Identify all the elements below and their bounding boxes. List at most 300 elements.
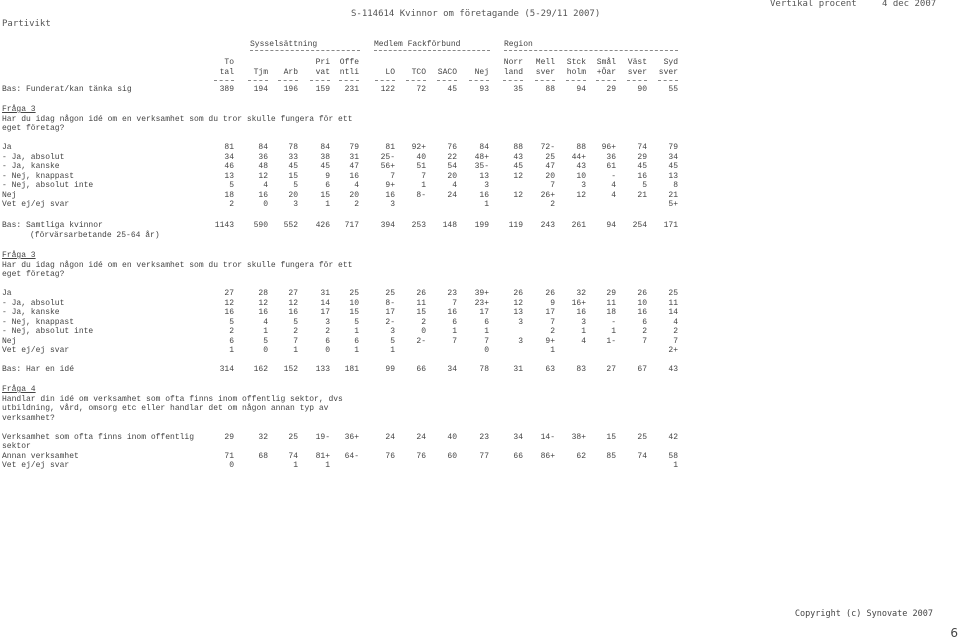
- column-rule: [469, 80, 489, 81]
- cell-value: 86+: [540, 451, 555, 461]
- group-region: Region: [504, 40, 533, 49]
- cell-value: 25: [545, 152, 555, 162]
- cell-value: 32: [576, 289, 586, 298]
- cell-value: 74: [288, 451, 298, 461]
- cell-value: 3: [581, 317, 586, 327]
- cell-value: 6: [642, 317, 647, 327]
- cell-value: 31: [349, 152, 359, 162]
- question-text: Har du idag någon idé om en verksamhet som du tror skulle fungera för ett: [2, 114, 353, 124]
- group-rule: [374, 50, 490, 51]
- base-value: 35: [513, 85, 523, 94]
- cell-value: 16: [258, 308, 268, 317]
- cell-value: 25: [349, 289, 359, 298]
- cell-value: 2: [550, 327, 555, 336]
- base-value: 78: [479, 365, 489, 374]
- column-header: LO: [385, 68, 395, 77]
- base-value: 55: [668, 85, 678, 94]
- base-value: 99: [385, 365, 395, 374]
- column-rule: [406, 80, 426, 81]
- cell-value: 81: [224, 143, 234, 152]
- cell-value: 16: [479, 190, 489, 200]
- cell-value: 1: [581, 327, 586, 336]
- column-header: +Öar: [596, 68, 616, 77]
- cell-value: 4: [263, 317, 268, 327]
- cell-value: 21: [668, 190, 678, 200]
- column-rule: [310, 80, 330, 81]
- cell-value: 1: [325, 461, 330, 470]
- cell-value: 2-: [385, 317, 395, 327]
- cell-value: 66: [513, 451, 523, 461]
- base-value: 88: [545, 85, 555, 94]
- cell-value: 9: [325, 171, 330, 181]
- cell-value: 12: [258, 171, 268, 181]
- cell-value: 5: [293, 181, 298, 190]
- cell-value: 74: [637, 451, 647, 461]
- column-header: vat: [315, 68, 330, 77]
- column-header-top: Pri: [315, 58, 330, 67]
- cell-value: 84: [258, 143, 268, 152]
- question-id: Fråga 3: [2, 251, 36, 260]
- cell-value: 1: [452, 327, 457, 336]
- column-header: Arb: [283, 68, 298, 77]
- question-id: Fråga 4: [2, 385, 36, 394]
- cell-value: 0: [263, 346, 268, 355]
- cell-value: 21: [637, 190, 647, 200]
- column-header: SACO: [437, 68, 457, 77]
- cell-value: 1: [293, 346, 298, 355]
- cell-value: 3: [581, 181, 586, 190]
- cell-value: 14: [668, 308, 678, 317]
- cell-value: 2+: [668, 346, 678, 355]
- cell-value: 7: [421, 171, 426, 181]
- base-label: Bas: Funderat/kan tänka sig: [2, 85, 132, 94]
- cell-value: 4: [611, 190, 616, 200]
- base-value: 133: [315, 365, 330, 374]
- cell-value: 25-: [380, 152, 395, 162]
- cell-value: 13: [479, 171, 489, 181]
- cell-value: 7: [550, 317, 555, 327]
- column-rule: [339, 80, 359, 81]
- base-value: 45: [447, 85, 457, 94]
- cell-value: 39+: [474, 289, 489, 298]
- cell-value: 12: [258, 298, 268, 308]
- row-label: Annan verksamhet: [2, 451, 79, 461]
- column-rule: [437, 80, 457, 81]
- question-text: Har du idag någon idé om en verksamhet som du tror skulle fungera för ett: [2, 260, 353, 270]
- cell-value: 23: [447, 289, 457, 298]
- cell-value: 29: [606, 289, 616, 298]
- cell-value: 5: [263, 336, 268, 346]
- cell-value: 1: [421, 181, 426, 190]
- base-value: 426: [315, 221, 330, 230]
- cell-value: 16: [576, 308, 586, 317]
- cell-value: 88: [576, 143, 586, 152]
- cell-value: 48: [258, 162, 268, 171]
- column-header-top: Smål: [596, 58, 616, 67]
- cell-value: 2: [293, 327, 298, 336]
- cell-value: 12: [513, 171, 523, 181]
- cell-value: 5: [229, 317, 234, 327]
- cell-value: 1: [325, 200, 330, 209]
- cell-value: 92+: [411, 143, 426, 152]
- cell-value: 45: [637, 162, 647, 171]
- cell-value: 25: [288, 432, 298, 442]
- cell-value: 3: [390, 327, 395, 336]
- cell-value: 43: [513, 152, 523, 162]
- cell-value: 16: [288, 308, 298, 317]
- cell-value: 16: [637, 308, 647, 317]
- base-value: 94: [606, 221, 616, 230]
- base-value: 171: [663, 221, 678, 230]
- cell-value: 34: [224, 152, 234, 162]
- cell-value: 5: [354, 317, 359, 327]
- cell-value: 6: [484, 317, 489, 327]
- column-rule: [566, 80, 586, 81]
- cell-value: 4: [452, 181, 457, 190]
- cell-value: 15: [320, 190, 330, 200]
- cell-value: 51: [416, 162, 426, 171]
- cell-value: 26: [545, 289, 555, 298]
- cell-value: 7: [673, 336, 678, 346]
- base-value: 31: [513, 365, 523, 374]
- cell-value: 20: [447, 171, 457, 181]
- cell-value: 45: [320, 162, 330, 171]
- cell-value: 27: [224, 289, 234, 298]
- cell-value: 12: [513, 298, 523, 308]
- base-value: 254: [632, 221, 647, 230]
- cell-value: 17: [385, 308, 395, 317]
- cell-value: 6: [325, 336, 330, 346]
- base-value: 1143: [214, 221, 234, 230]
- cell-value: 84: [479, 143, 489, 152]
- cell-value: 31: [320, 289, 330, 298]
- cell-value: 7: [390, 171, 395, 181]
- row-label: Vet ej/ej svar: [2, 461, 70, 470]
- base-value: 34: [447, 365, 457, 374]
- row-label: - Nej, knappast: [2, 317, 75, 327]
- cell-value: 17: [545, 308, 555, 317]
- cell-value: 1: [229, 346, 234, 355]
- cell-value: 15: [606, 432, 616, 442]
- row-label: Ja: [2, 143, 12, 152]
- column-header: tal: [219, 68, 234, 77]
- cell-value: 2: [550, 200, 555, 209]
- cell-value: 79: [349, 143, 359, 152]
- cell-value: 2: [673, 327, 678, 336]
- study-title: S-114614 Kvinnor om företagande (5-29/11 2007): [351, 9, 601, 19]
- base-value: 90: [637, 85, 647, 94]
- cell-value: 62: [576, 451, 586, 461]
- cell-value: 25: [385, 289, 395, 298]
- base-value: 199: [474, 221, 489, 230]
- cell-value: 76: [416, 451, 426, 461]
- cell-value: -: [611, 171, 616, 181]
- base-value: 72: [416, 85, 426, 94]
- column-header: Nej: [474, 68, 489, 77]
- cell-value: 34: [513, 432, 523, 442]
- base-value: 27: [606, 365, 616, 374]
- cell-value: 7: [642, 336, 647, 346]
- base-value: 119: [508, 221, 523, 230]
- base-value: 43: [668, 365, 678, 374]
- column-header-top: Syd: [663, 58, 678, 67]
- column-header: sver: [627, 68, 647, 77]
- column-header-top: Offe: [339, 58, 359, 67]
- column-header-top: Norr: [503, 58, 523, 67]
- cell-value: 2: [325, 327, 330, 336]
- cell-value: 74: [637, 143, 647, 152]
- group-fack: Medlem Fackförbund: [374, 40, 461, 49]
- cell-value: 18: [224, 190, 234, 200]
- base-value: 159: [315, 85, 330, 94]
- cell-value: 43: [576, 162, 586, 171]
- row-label: Vet ej/ej svar: [2, 346, 70, 355]
- row-label: - Nej, knappast: [2, 171, 75, 181]
- cell-value: 3: [518, 336, 523, 346]
- cell-value: 3: [518, 317, 523, 327]
- base-value: 314: [219, 365, 234, 374]
- row-label: Vet ej/ej svar: [2, 200, 70, 209]
- question-id: Fråga 3: [2, 105, 36, 114]
- cell-value: 17: [479, 308, 489, 317]
- base-value: 194: [253, 85, 268, 94]
- cell-value: 3: [484, 181, 489, 190]
- copyright: Copyright (c) Synovate 2007: [794, 609, 933, 619]
- cell-value: 1-: [606, 336, 616, 346]
- cell-value: 24: [385, 432, 395, 442]
- cell-value: 1: [263, 327, 268, 336]
- cell-value: 78: [288, 143, 298, 152]
- cell-value: 24: [447, 190, 457, 200]
- cell-value: 10: [637, 298, 647, 308]
- cell-value: 8-: [416, 190, 426, 200]
- cell-value: 26: [637, 289, 647, 298]
- cell-value: 3: [293, 200, 298, 209]
- cell-value: 13: [668, 171, 678, 181]
- cell-value: 15: [416, 308, 426, 317]
- cell-value: 27: [288, 289, 298, 298]
- cell-value: 47: [349, 162, 359, 171]
- cell-value: 4: [673, 317, 678, 327]
- cell-value: 4: [611, 181, 616, 190]
- base-value: 67: [637, 365, 647, 374]
- base-value: 93: [479, 85, 489, 94]
- cell-value: 2: [354, 200, 359, 209]
- base-value: 152: [283, 365, 298, 374]
- cell-value: 5: [390, 336, 395, 346]
- column-rule: [535, 80, 555, 81]
- cell-value: 64-: [344, 451, 359, 461]
- cell-value: 1: [390, 346, 395, 355]
- cell-value: 3: [390, 200, 395, 209]
- column-header: ntli: [339, 68, 359, 77]
- cell-value: 26: [416, 289, 426, 298]
- cell-value: 60: [447, 451, 457, 461]
- row-label: - Ja, absolut: [2, 298, 65, 308]
- cell-value: 1: [673, 461, 678, 470]
- cell-value: 10: [349, 298, 359, 308]
- cell-value: 11: [668, 298, 678, 308]
- cell-value: 22: [447, 152, 457, 162]
- cell-value: 7: [293, 336, 298, 346]
- column-rule: [596, 80, 616, 81]
- group-rule: [250, 50, 360, 51]
- cell-value: 0: [484, 346, 489, 355]
- row-label: - Nej, absolut inte: [2, 327, 94, 336]
- base-label: Bas: Har en idé: [2, 365, 75, 374]
- cell-value: 34: [668, 152, 678, 162]
- column-rule: [658, 80, 678, 81]
- cell-value: 45: [288, 162, 298, 171]
- base-value: 162: [253, 365, 268, 374]
- percent-type: Vertikal procent: [770, 0, 857, 9]
- base-value: 717: [344, 221, 359, 230]
- cell-value: 14-: [540, 432, 555, 442]
- column-rule: [627, 80, 647, 81]
- column-rule: [248, 80, 268, 81]
- cell-value: 16: [385, 190, 395, 200]
- cell-value: 32: [258, 432, 268, 442]
- cell-value: 7: [484, 336, 489, 346]
- question-text: eget företag?: [2, 270, 65, 279]
- cell-value: 5+: [668, 200, 678, 209]
- column-header-top: Väst: [627, 58, 647, 67]
- cell-value: 9+: [385, 181, 395, 190]
- row-label: - Ja, kanske: [2, 308, 60, 317]
- cell-value: 0: [421, 327, 426, 336]
- cell-value: 29: [224, 432, 234, 442]
- base-value: 122: [380, 85, 395, 94]
- base-value: 394: [380, 221, 395, 230]
- cell-value: 58: [668, 451, 678, 461]
- cell-value: 20: [349, 190, 359, 200]
- row-label: Verksamhet som ofta finns inom offentlig: [2, 432, 195, 442]
- cell-value: 9: [550, 298, 555, 308]
- cell-value: 25: [637, 432, 647, 442]
- cell-value: 11: [416, 298, 426, 308]
- cell-value: 5: [229, 181, 234, 190]
- cell-value: 76: [385, 451, 395, 461]
- cell-value: 17: [320, 308, 330, 317]
- cell-value: 1: [293, 461, 298, 470]
- row-label: sektor: [2, 442, 31, 451]
- column-rule: [503, 80, 523, 81]
- cell-value: 9+: [545, 336, 555, 346]
- cell-value: 1: [550, 346, 555, 355]
- question-text: Handlar din idé om verksamhet som ofta finns inom offentlig sektor, dvs: [2, 394, 343, 404]
- cell-value: 2-: [416, 336, 426, 346]
- cell-value: 0: [263, 200, 268, 209]
- base-value: 148: [442, 221, 457, 230]
- cell-value: 85: [606, 451, 616, 461]
- report-title: Partivikt: [2, 19, 51, 29]
- base-value: 231: [344, 85, 359, 94]
- cell-value: 4: [354, 181, 359, 190]
- cell-value: 38+: [571, 432, 586, 442]
- cell-value: 12: [288, 298, 298, 308]
- cell-value: 72-: [540, 143, 555, 152]
- row-label: - Nej, absolut inte: [2, 181, 94, 190]
- base-value: 29: [606, 85, 616, 94]
- cell-value: 20: [545, 171, 555, 181]
- cell-value: 4: [263, 181, 268, 190]
- base-value: 590: [253, 221, 268, 230]
- cell-value: 5: [642, 181, 647, 190]
- cell-value: 6: [452, 317, 457, 327]
- base-value: 243: [540, 221, 555, 230]
- base-sublabel: (förvärsarbetande 25-64 år): [30, 231, 160, 240]
- cell-value: 10: [576, 171, 586, 181]
- row-label: - Ja, kanske: [2, 162, 60, 171]
- cell-value: 61: [606, 162, 616, 171]
- base-value: 94: [576, 85, 586, 94]
- group-sysselsattning: Sysselsättning: [250, 40, 318, 49]
- cell-value: 16: [349, 171, 359, 181]
- cell-value: 8-: [385, 298, 395, 308]
- column-rule: [375, 80, 395, 81]
- cell-value: 76: [447, 143, 457, 152]
- cell-value: 16: [637, 171, 647, 181]
- cell-value: 4: [581, 336, 586, 346]
- cell-value: 2: [421, 317, 426, 327]
- cell-value: 16+: [571, 298, 586, 308]
- cell-value: 84: [320, 143, 330, 152]
- column-header-top: Mell: [535, 58, 555, 67]
- cell-value: 12: [224, 298, 234, 308]
- cell-value: 68: [258, 451, 268, 461]
- cell-value: 45: [668, 162, 678, 171]
- cell-value: 23+: [474, 298, 489, 308]
- column-header-top: To: [224, 58, 234, 67]
- base-value: 181: [344, 365, 359, 374]
- cell-value: 1: [354, 327, 359, 336]
- cell-value: 8: [673, 181, 678, 190]
- cell-value: 45: [513, 162, 523, 171]
- base-value: 253: [411, 221, 426, 230]
- cell-value: 28: [258, 289, 268, 298]
- base-value: 66: [416, 365, 426, 374]
- base-value: 63: [545, 365, 555, 374]
- cell-value: 0: [325, 346, 330, 355]
- row-label: Nej: [2, 190, 17, 200]
- base-value: 552: [283, 221, 298, 230]
- cell-value: 25: [668, 289, 678, 298]
- cell-value: 29: [637, 152, 647, 162]
- row-label: Nej: [2, 336, 17, 346]
- column-rule: [278, 80, 298, 81]
- cell-value: 12: [576, 190, 586, 200]
- column-header: TCO: [411, 68, 426, 77]
- column-header: Tjm: [253, 68, 268, 77]
- cell-value: 46: [224, 162, 234, 171]
- cell-value: 1: [484, 200, 489, 209]
- group-rule: [504, 50, 678, 51]
- base-value: 261: [571, 221, 586, 230]
- cell-value: 13: [513, 308, 523, 317]
- cell-value: 3: [325, 317, 330, 327]
- cell-value: 1: [484, 327, 489, 336]
- cell-value: 19-: [315, 432, 330, 442]
- cell-value: 1: [611, 327, 616, 336]
- cell-value: 35-: [474, 162, 489, 171]
- cell-value: 96+: [601, 143, 616, 152]
- cell-value: 7: [452, 336, 457, 346]
- cell-value: 38: [320, 152, 330, 162]
- page-number: 6: [950, 626, 958, 640]
- base-value: 389: [219, 85, 234, 94]
- cell-value: 12: [513, 190, 523, 200]
- cell-value: 6: [354, 336, 359, 346]
